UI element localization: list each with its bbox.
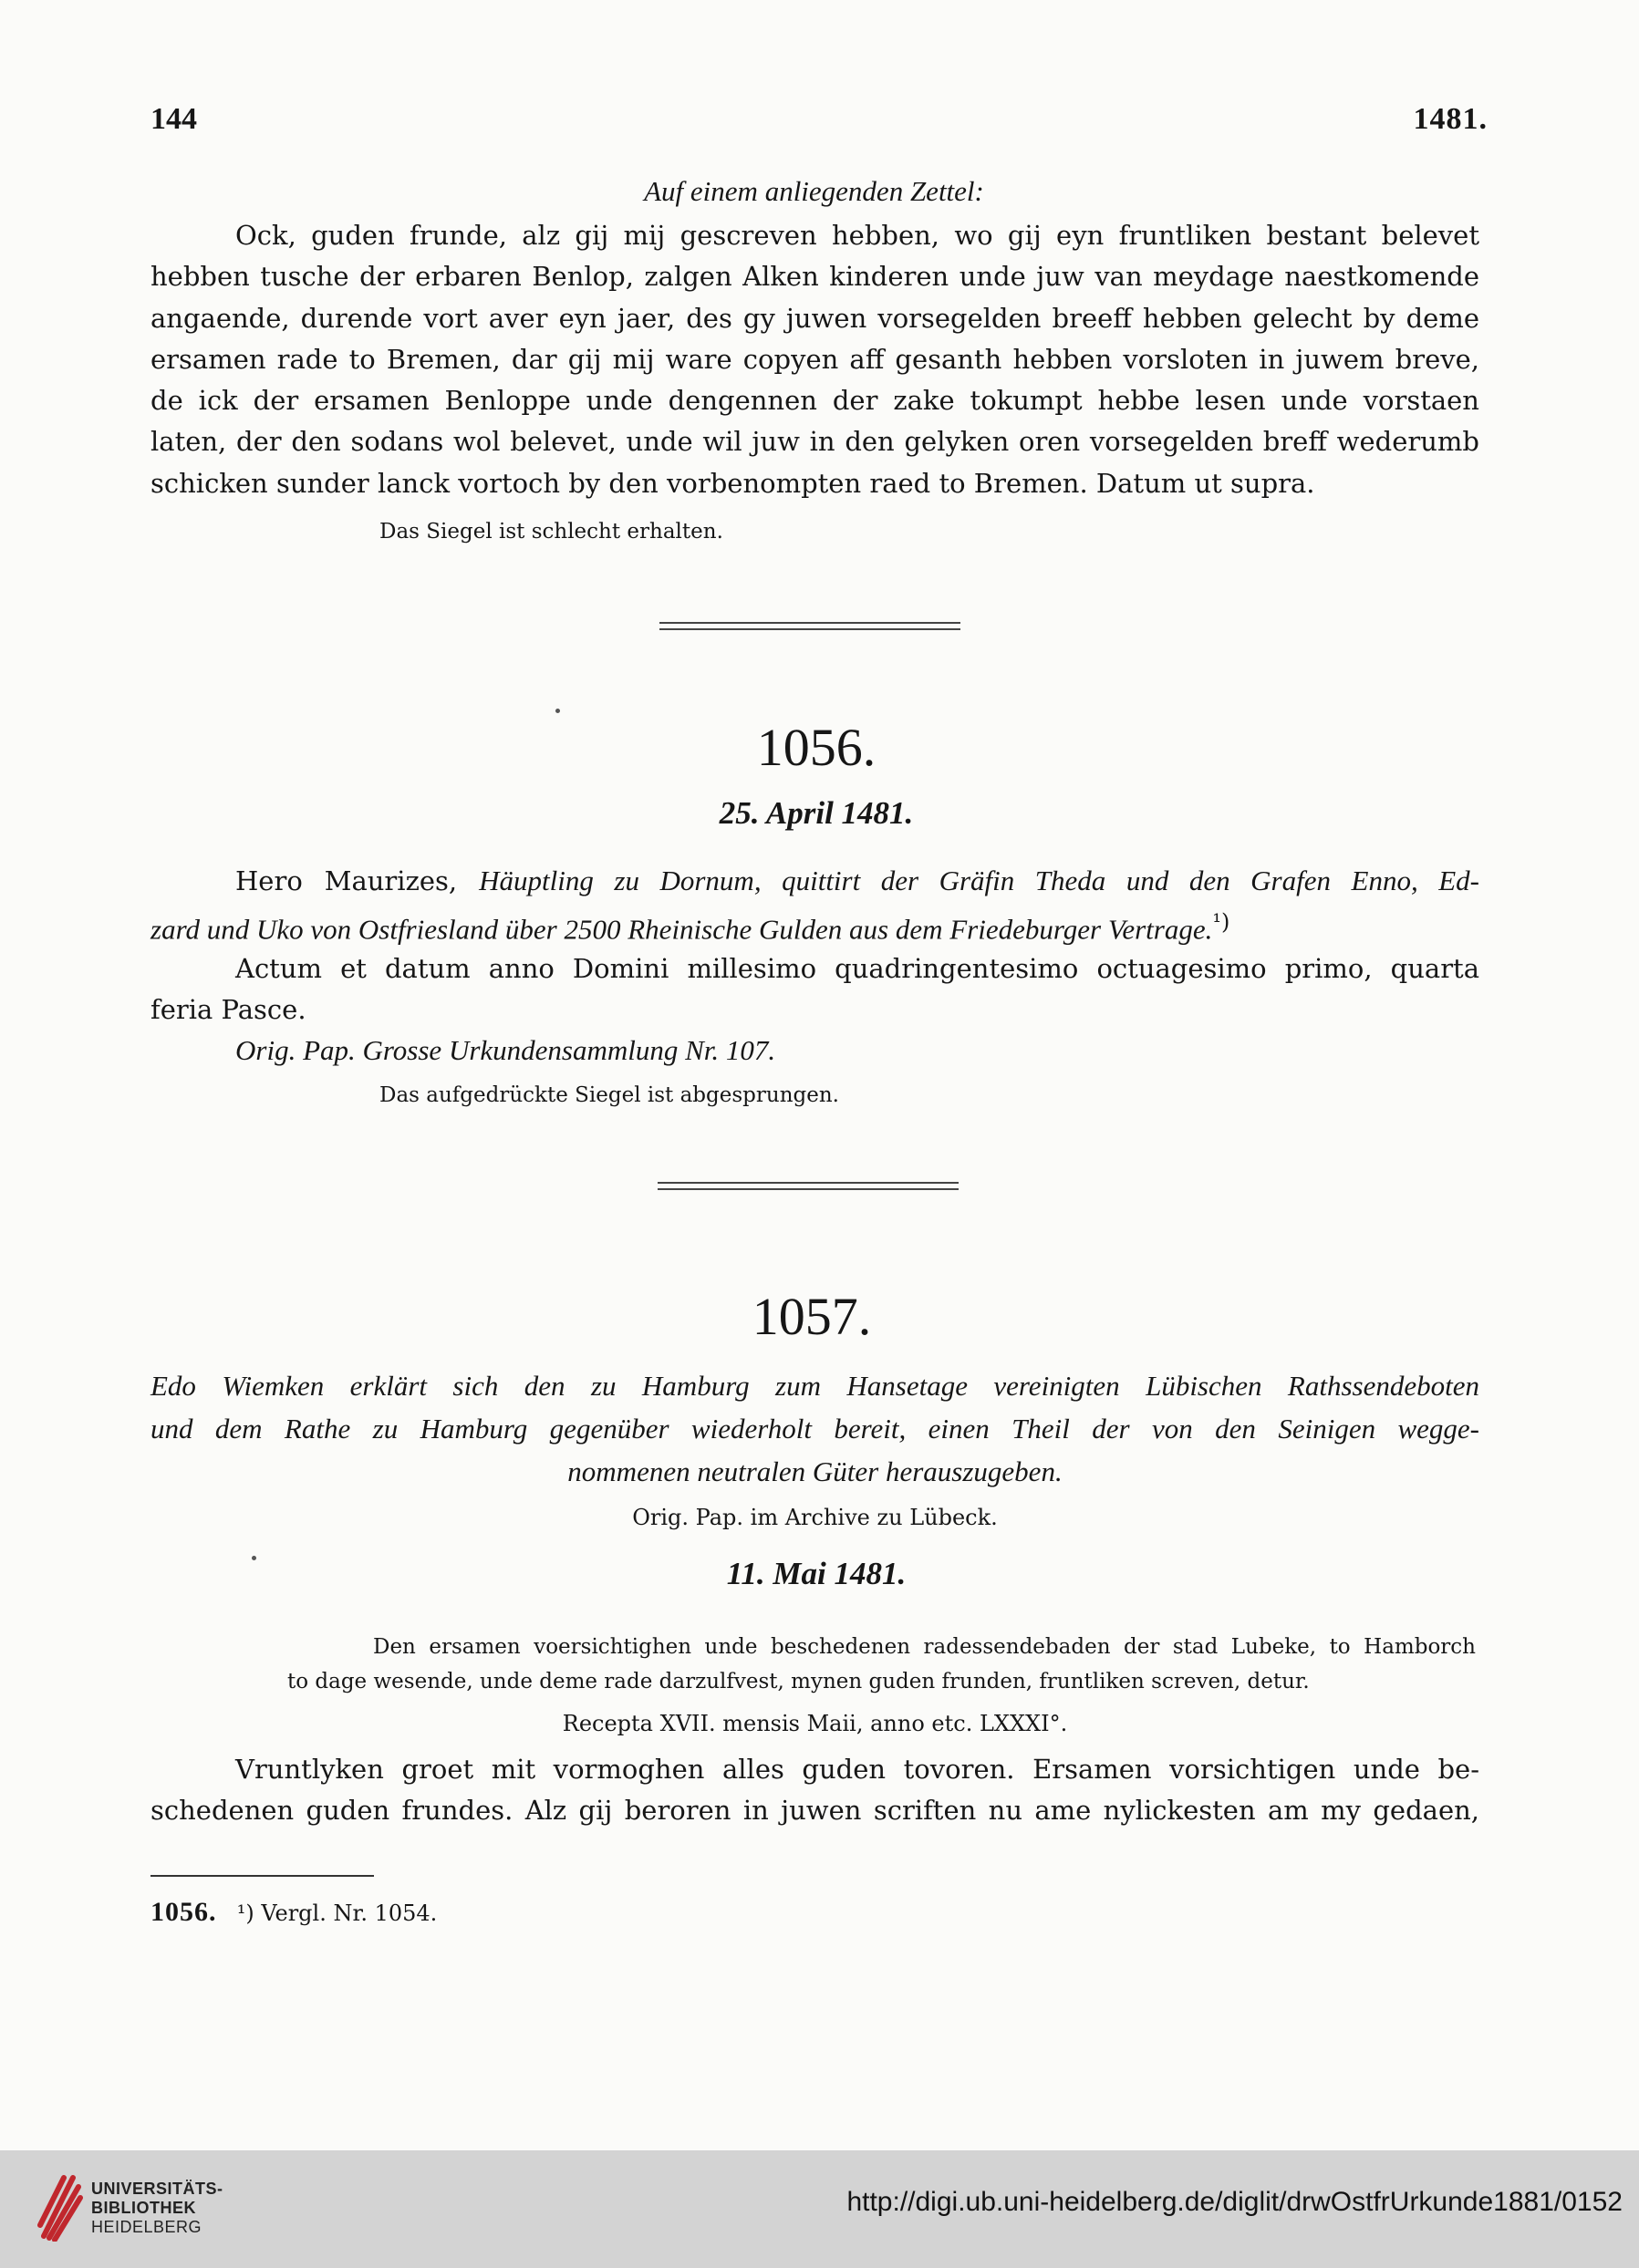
- summary-line: und dem Rathe zu Hamburg gegenüber wiederholt bereit, einen Theil der von den Seinigen wegge-: [150, 1413, 1479, 1445]
- source-url[interactable]: http://digi.ub.uni-heidelberg.de/diglit/drwOstfrUrkunde1881/0152: [846, 2187, 1623, 2217]
- seal-note: Das aufgedrückte Siegel ist abgesprungen.: [379, 1083, 839, 1107]
- summary-name: Hero Maurizes,: [235, 865, 480, 896]
- text-line: Ock, guden frunde, alz gij mij gescreven hebben, wo gij eyn fruntliken bestant belevet: [235, 220, 1479, 251]
- library-name-line: HEIDELBERG: [91, 2218, 202, 2236]
- summary-line: Edo Wiemken erklärt sich den zu Hamburg zum Hansetage vereinigten Lübischen Rathssendeboten: [150, 1370, 1479, 1402]
- speck: [555, 709, 560, 713]
- seal-note: Das Siegel ist schlecht erhalten.: [379, 520, 723, 544]
- document-summary: [150, 860, 1479, 951]
- text-line: feria Pasce.: [150, 994, 306, 1026]
- library-name: [91, 2180, 223, 2237]
- section-divider: [659, 622, 960, 630]
- summary-text: zard und Uko von Ostfriesland über 2500 Rheinische Gulden aus dem Friedeburger Vertrage.: [150, 913, 1213, 946]
- library-name-line: UNIVERSITÄTS-: [91, 2180, 223, 2198]
- text-line: ersamen rade to Bremen, dar gij mij ware copyen aff gesanth hebben vorsloten in juwem breve,: [150, 343, 1479, 375]
- summary-line: nommenen neutralen Güter herauszugeben.: [567, 1455, 1063, 1487]
- attachment-heading: Auf einem anliegenden Zettel:: [644, 175, 984, 207]
- text-line: schicken sunder lanck vortoch by den vorbenompten raed to Bremen. Datum ut supra.: [150, 467, 1315, 499]
- document-date: 25. April 1481.: [719, 795, 914, 831]
- document-source: Orig. Pap. im Archive zu Lübeck.: [632, 1505, 998, 1530]
- document-summary: [150, 1364, 1479, 1493]
- library-name-line: BIBLIOTHEK: [91, 2199, 196, 2217]
- document-address: [287, 1630, 1476, 1699]
- document-number: 1057.: [752, 1287, 872, 1346]
- document-source: Orig. Pap. Grosse Urkundensammlung Nr. 107.: [235, 1034, 776, 1066]
- text-line: Vruntlyken groet mit vormoghen alles guden tovoren. Ersamen vorsichtigen unde be-: [235, 1754, 1479, 1785]
- attachment-text: [150, 215, 1479, 504]
- footnote-text: ¹) Vergl. Nr. 1054.: [236, 1900, 438, 1926]
- receipt-note: Recepta XVII. mensis Maii, anno etc. LXXXI°.: [562, 1711, 1068, 1736]
- page-year: 1481.: [1413, 102, 1488, 136]
- document-text: [150, 948, 1479, 1031]
- text-line: Actum et datum anno Domini millesimo quadringentesimo octuagesimo primo, quarta: [235, 953, 1479, 984]
- text-line: schedenen guden frundes. Alz gij beroren in juwen scriften nu ame nylickesten am my gedaen,: [150, 1795, 1479, 1827]
- address-line: to dage wesende, unde deme rade darzulfvest, mynen guden frunden, fruntliken screven, detur.: [287, 1670, 1310, 1693]
- speck: [252, 1556, 256, 1560]
- footnote-rule: [150, 1875, 374, 1877]
- footnote-ref: 1056.: [150, 1897, 217, 1927]
- address-line: Den ersamen voersichtighen unde beschedenen radessendebaden der stad Lubeke, to Hamborch: [373, 1635, 1476, 1659]
- text-line: de ick der ersamen Benloppe unde dengennen der zake tokumpt hebbe lesen unde vorstaen: [150, 385, 1479, 417]
- document-date: 11. Mai 1481.: [726, 1556, 907, 1591]
- footer-bar: [0, 2150, 1639, 2268]
- summary-text: Häuptling zu Dornum, quittirt der Gräfin Theda und den Grafen Enno, Ed-: [479, 865, 1479, 896]
- footnote-marker: ¹): [1212, 909, 1230, 936]
- text-line: hebben tusche der erbaren Benlop, zalgen Alken kinderen unde juw van meydage naestkomende: [150, 261, 1479, 293]
- section-divider: [658, 1182, 959, 1190]
- document-text: [150, 1749, 1479, 1832]
- text-line: angaende, durende vort aver eyn jaer, des gy juwen vorsegelden breeff hebben gelecht by deme: [150, 302, 1479, 334]
- page-number: 144: [150, 102, 197, 136]
- footnote: [150, 1897, 437, 1928]
- document-number: 1056.: [756, 718, 877, 777]
- library-logo-icon: [36, 2170, 84, 2242]
- text-line: laten, der den sodans wol belevet, unde wil juw in den gelyken oren vorsegelden breff wederumb: [150, 426, 1479, 458]
